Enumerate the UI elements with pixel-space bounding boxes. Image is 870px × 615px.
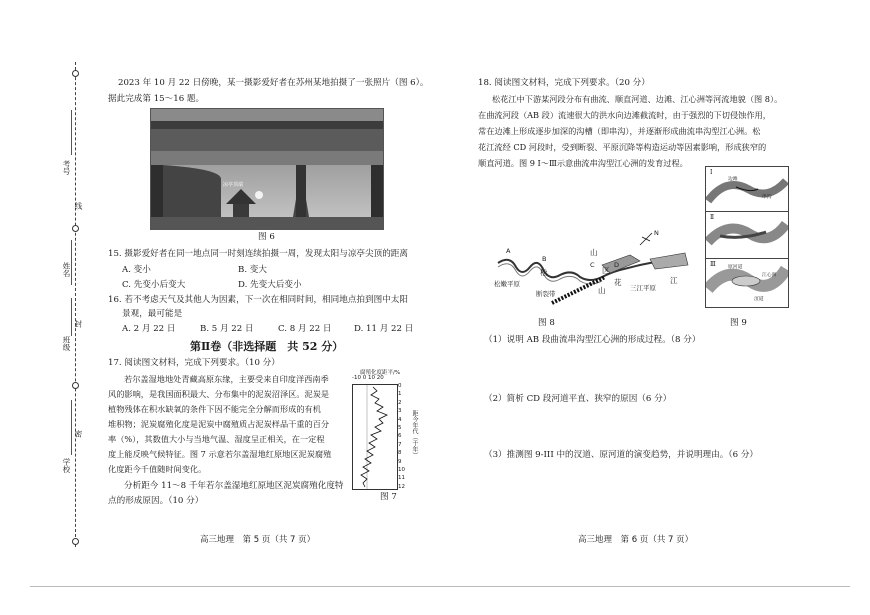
figure-7-y-label: 距今年代（千年） bbox=[411, 410, 418, 458]
q18-para-5: 顺直河道。图 9 Ⅰ～Ⅲ示意曲流串沟型江心洲的发育过程。 bbox=[478, 158, 688, 168]
q15-option-a: A. 变小 bbox=[122, 265, 151, 275]
panel-i-chuangou: 串沟 bbox=[762, 195, 772, 200]
binding-hole bbox=[72, 382, 79, 389]
figure-9-panel-iii bbox=[706, 259, 788, 307]
figure-8-caption: 图 8 bbox=[538, 318, 555, 328]
school-underline bbox=[71, 400, 72, 455]
q17-para-6: 度上能反映气候特征。图 7 示意若尔盖湿地红原地区泥炭腐殖 bbox=[108, 449, 332, 459]
class-label: 班级 bbox=[62, 336, 71, 351]
q17-question-1: 分析距今 11～8 千年若尔盖湿地红原地区泥炭腐殖化度特 bbox=[124, 481, 344, 491]
q18-heading: 18. 阅读图文材料，完成下列要求。（20 分） bbox=[478, 78, 650, 88]
panel-iii-numeral: Ⅲ bbox=[710, 261, 716, 268]
map-label-fault-zone: 断裂带 bbox=[536, 290, 556, 298]
q17-para-3: 植物残体在积水缺氧的条件下因不能完全分解而形成的有机 bbox=[108, 404, 321, 414]
q18-para-4: 花江流经 CD 河段时，受到断裂、平原沉降等构造运动等因素影响，形成狭窄的 bbox=[478, 142, 767, 152]
figure-9-panel-ii bbox=[706, 212, 788, 259]
exam-number-label: 考号 bbox=[62, 160, 71, 175]
y-tick: 7 bbox=[398, 441, 402, 448]
q16-option-c: C. 8 月 22 日 bbox=[278, 324, 332, 334]
q18-para-2: 在曲流河段（AB 段）流速很大的洪水向边滩截流时，由于强烈的下切侵蚀作用， bbox=[478, 110, 771, 120]
map-label-c: C bbox=[590, 261, 595, 269]
panel-i-river bbox=[706, 167, 788, 211]
map-label-a: A bbox=[506, 247, 511, 255]
gate-illustration bbox=[151, 109, 383, 229]
q17-para-4: 堆积物；泥炭腐殖化度是泥炭中腐殖质占泥炭样品干重的百分 bbox=[108, 419, 330, 429]
y-tick: 0 bbox=[398, 383, 402, 389]
y-tick: 3 bbox=[398, 408, 402, 415]
map-label-sanjiang-plain: 三江平原 bbox=[630, 284, 656, 292]
figure-9-caption: 图 9 bbox=[730, 318, 747, 328]
map-label-shan-2: 山 bbox=[598, 286, 606, 295]
river-map-svg bbox=[490, 225, 700, 320]
panel-iii-chadao: 汊道 bbox=[754, 297, 764, 302]
margin-feng: 封 bbox=[74, 320, 83, 328]
y-tick: 6 bbox=[398, 433, 402, 440]
q16-option-d: D. 11 月 22 日 bbox=[354, 324, 414, 334]
binding-dashed-line bbox=[75, 62, 76, 547]
figure-7-caption: 图 7 bbox=[380, 492, 397, 502]
q16-stem-2: 景观，最可能是 bbox=[122, 309, 183, 319]
panel-iii-yuanhedao: 原河道 bbox=[728, 265, 743, 270]
panel-i-biantan: 边滩 bbox=[728, 177, 738, 182]
panel-i-numeral: Ⅰ bbox=[710, 169, 713, 176]
map-label-d: D bbox=[614, 261, 620, 269]
right-page-footer: 高三地理 第 6 页（共 7 页） bbox=[578, 535, 694, 545]
y-tick: 11 bbox=[398, 475, 405, 482]
figure-8-map bbox=[490, 225, 700, 320]
q15-option-c: C. 先变小后变大 bbox=[122, 280, 186, 290]
intro-line-1: 2023 年 10 月 22 日傍晚，某一摄影爱好者在苏州某地拍摄了一张照片（图 6）。 bbox=[118, 78, 429, 88]
q15-stem: 15. 摄影爱好者在同一地点同一时刻连续拍摄一周，发现太阳与凉亭尖顶的距离 bbox=[108, 249, 408, 259]
q17-para-7: 化度距今千值随时间变化。 bbox=[108, 464, 207, 474]
q15-option-d: D. 先变大后变小 bbox=[238, 280, 302, 290]
y-tick: 9 bbox=[398, 458, 402, 465]
section-ii-title: 第Ⅱ卷（非选择题 共 52 分） bbox=[190, 340, 344, 353]
map-label-b: B bbox=[542, 255, 547, 263]
exam-number-underline bbox=[71, 110, 72, 155]
map-north-label: N bbox=[654, 229, 659, 237]
panel-iii-river bbox=[706, 259, 788, 307]
figure-7-title: 腐殖化度距平/% bbox=[360, 370, 401, 376]
y-tick: 5 bbox=[398, 425, 402, 432]
q18-para-1: 松花江中下游某河段分布有曲流、顺直河道、边滩、江心洲等河流地貌（图 8）。 bbox=[492, 94, 783, 104]
figure-9-panels bbox=[705, 166, 789, 308]
humification-curve bbox=[353, 385, 397, 489]
q17-heading: 17. 阅读图文材料，完成下列要求。（10 分） bbox=[108, 358, 280, 368]
q18-para-3: 常在边滩上形成逐步加深的沟槽（即串沟），并逐渐形成曲流串沟型江心洲。松 bbox=[478, 126, 761, 136]
scan-edge-line bbox=[30, 586, 850, 587]
school-label: 学校 bbox=[62, 458, 71, 473]
intro-line-2: 据此完成第 15～16 题。 bbox=[108, 94, 205, 104]
q16-option-a: A. 2 月 22 日 bbox=[122, 324, 176, 334]
figure-6-caption: 图 6 bbox=[258, 232, 275, 242]
margin-xian: 线 bbox=[74, 202, 83, 210]
figure-7-x-ticks: -10 0 10 20 bbox=[352, 375, 384, 381]
map-label-song: 松 bbox=[540, 268, 548, 277]
figure-7-plot bbox=[352, 384, 398, 490]
panel-iii-jiangxinzhou: 江心洲 bbox=[762, 273, 777, 278]
q17-para-2: 风的影响，是我国面积最大、分布集中的泥炭沼泽区。泥炭是 bbox=[108, 389, 330, 399]
y-tick: 2 bbox=[398, 399, 402, 406]
q18-sub-2: （2）简析 CD 段河道平直、狭窄的原因（6 分） bbox=[484, 394, 672, 404]
map-label-qu: 区 bbox=[602, 266, 610, 275]
photo-annotation: 凉亭顶端 bbox=[223, 182, 244, 188]
y-tick: 12 bbox=[398, 483, 405, 490]
class-underline bbox=[71, 298, 72, 336]
binding-hole bbox=[72, 225, 79, 232]
y-tick: 8 bbox=[398, 450, 402, 457]
y-tick: 4 bbox=[398, 416, 402, 423]
binding-hole bbox=[72, 70, 79, 77]
q16-option-b: B. 5 月 22 日 bbox=[200, 324, 254, 334]
y-tick: 1 bbox=[398, 391, 402, 398]
q16-stem: 16. 若不考虑天气及其他人为因素，下一次在相同时间，相同地点拍到图中太阳 bbox=[108, 295, 408, 305]
y-tick: 10 bbox=[398, 467, 405, 474]
map-label-jiang: 江 bbox=[670, 276, 678, 285]
q15-option-b: B. 变大 bbox=[238, 265, 267, 275]
q17-para-5: 率（%），其数值大小与当地气温、湿度呈正相关，在一定程 bbox=[108, 434, 325, 444]
name-underline bbox=[71, 240, 72, 285]
map-label-shan-1: 山 bbox=[590, 248, 598, 257]
panel-ii-numeral: Ⅱ bbox=[710, 214, 715, 221]
q18-sub-3: （3）推测图 9-III 中的汊道、原河道的演变趋势，并说明理由。（6 分） bbox=[484, 450, 759, 460]
panel-ii-river bbox=[706, 212, 788, 258]
name-label: 姓名 bbox=[62, 262, 71, 277]
q17-question-2: 点的形成原因。（10 分） bbox=[108, 496, 204, 506]
map-label-hua: 花 bbox=[614, 278, 622, 287]
map-label-songnen-plain: 松嫩平原 bbox=[494, 280, 520, 288]
figure-7-y-ticks bbox=[398, 382, 406, 491]
figure-6-photo bbox=[150, 108, 384, 230]
q17-para-1: 若尔盖湿地地处青藏高原东缘，主要受来自印度洋西南季 bbox=[124, 374, 329, 384]
margin-mi: 密 bbox=[74, 430, 83, 438]
figure-9-panel-i bbox=[706, 167, 788, 212]
left-page-footer: 高三地理 第 5 页（共 7 页） bbox=[200, 535, 316, 545]
q18-sub-1: （1）说明 AB 段曲流串沟型江心洲的形成过程。（8 分） bbox=[484, 335, 701, 345]
binding-hole bbox=[72, 538, 79, 545]
